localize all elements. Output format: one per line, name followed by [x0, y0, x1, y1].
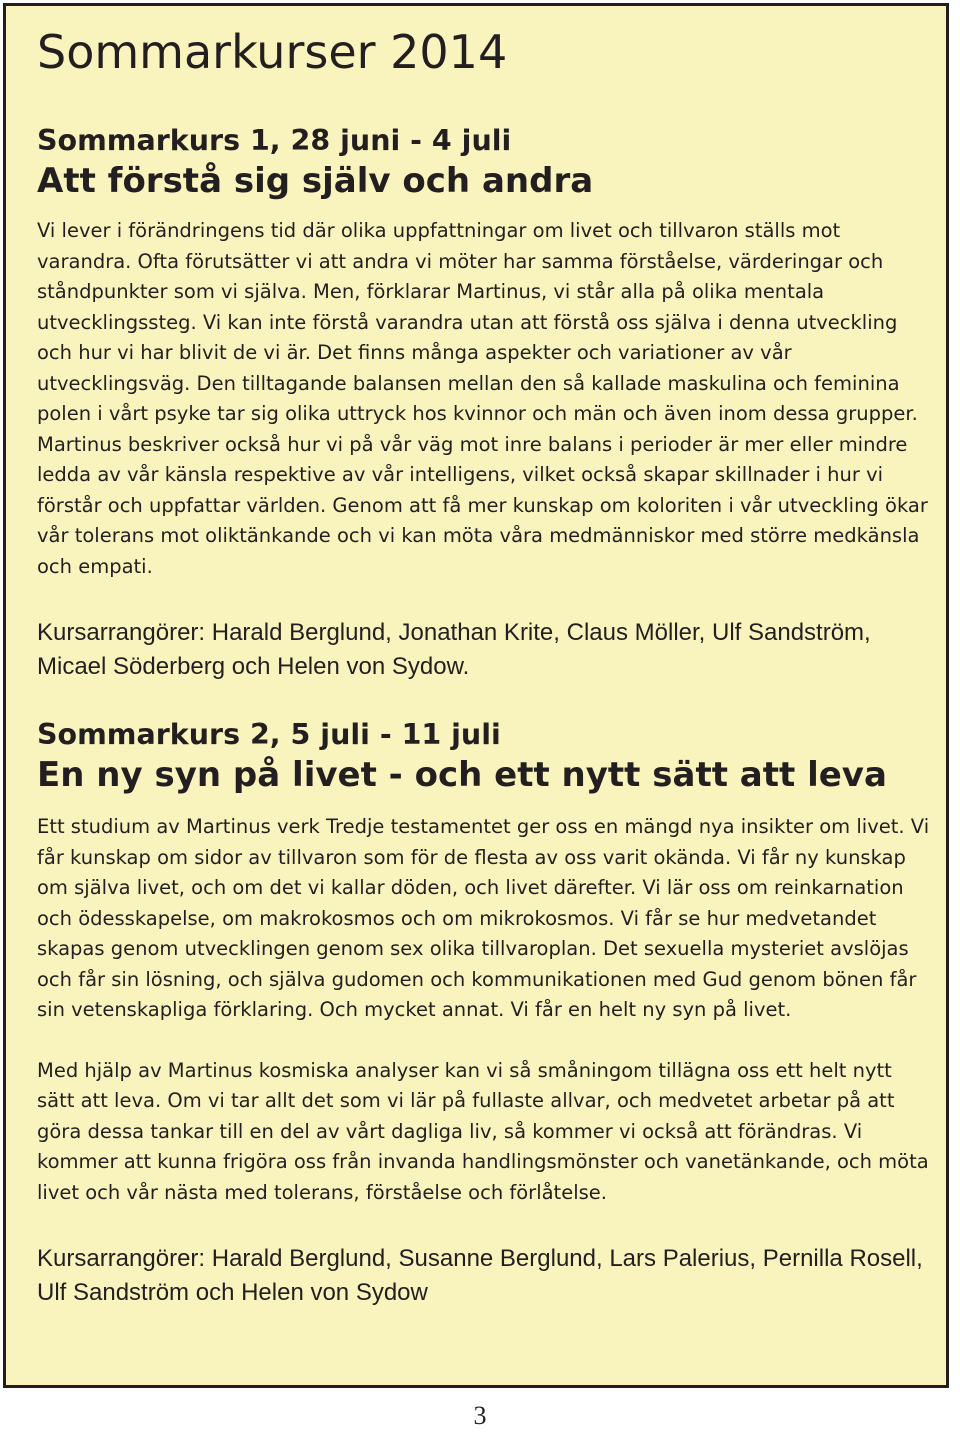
course-2-section — [37, 716, 932, 1310]
course-1-name: Att förstå sig själv och andra — [37, 161, 594, 201]
course-2-subtitle: Sommarkurs 2, 5 juli - 11 juli — [37, 718, 501, 751]
course-2-description-1: Ett studium av Martinus verk Tredje testamentet ger oss en mängd nya insikter om livet. Vi får kunskap om sidor av tillvaron som för de flesta av oss varit okända. Vi får ny kunskap om själva livet, och om det vi kallar döden, och livet därefter. Vi lär oss om reinkarnation och ödesskapelse, om makrokosmos och om mikrokosmos. Vi får se hur medvetandet skapas genom utvecklingen genom sex olika tillvaroplan. Det sexuella mysteriet avslöjas och får sin lösning, och själva gudomen och kommunikationen med Gud genom bönen får sin vetenskapliga förklaring. Och mycket annat. Vi får en helt ny syn på livet. — [37, 815, 930, 1021]
page-title: Sommarkurser 2014 — [37, 25, 508, 79]
page-number: 3 — [473, 1401, 487, 1430]
course-2-organizers: Kursarrangörer: Harald Berglund, Susanne Berglund, Lars Palerius, Pernilla Rosell, Ulf Sandström och Helen von Sydow — [37, 1245, 923, 1306]
course-1-organizers: Kursarrangörer: Harald Berglund, Jonathan Krite, Claus Möller, Ulf Sandström, Micael Söderberg och Helen von Sydow. — [37, 619, 871, 680]
course-2-description-2: Med hjälp av Martinus kosmiska analyser kan vi så småningom tillägna oss ett helt nytt sätt att leva. Om vi tar allt det som vi lär på fullaste allvar, och medvetet arbetar på att göra dessa tankar till en del av vårt dagliga liv, så kommer vi också att förändras. Vi kommer att kunna frigöra oss från invanda handlingsmönster och vanetänkande, och möta livet och vår nästa med tolerans, förståelse och förlåtelse. — [37, 1058, 929, 1204]
page-content — [37, 24, 932, 1310]
course-2-name: En ny syn på livet - och ett nytt sätt att leva — [37, 755, 887, 795]
course-1-subtitle: Sommarkurs 1, 28 juni - 4 juli — [37, 124, 512, 157]
course-1-description: Vi lever i förändringens tid där olika uppfattningar om livet och tillvaron ställs mot varandra. Ofta förutsätter vi att andra vi möter har samma förståelse, värderingar och ståndpunkter som vi själva. Men, förklarar Martinus, vi står alla på olika mentala utvecklingssteg. Vi kan inte förstå varandra utan att förstå oss själva i denna utveckling och hur vi har blivit de vi är. Det finns många aspekter och variationer av vår utvecklingsväg. Den tilltagande balansen mellan den så kallade maskulina och feminina polen i vårt psyke tar sig olika uttryck hos kvinnor och män och även inom dessa grupper. Martinus beskriver också hur vi på vår väg mot inre balans i perioder är mer eller mindre ledda av vår känsla respektive av vår intelligens, vilket också skapar skillnader i hur vi förstår och uppfattar världen. Genom att få mer kunskap om koloriten i vår utveckling ökar vår tolerans mot oliktänkande och vi kan möta våra medmänniskor med större medkänsla och empati. — [37, 219, 928, 578]
course-1-section — [37, 122, 932, 684]
page-frame — [3, 3, 949, 1388]
